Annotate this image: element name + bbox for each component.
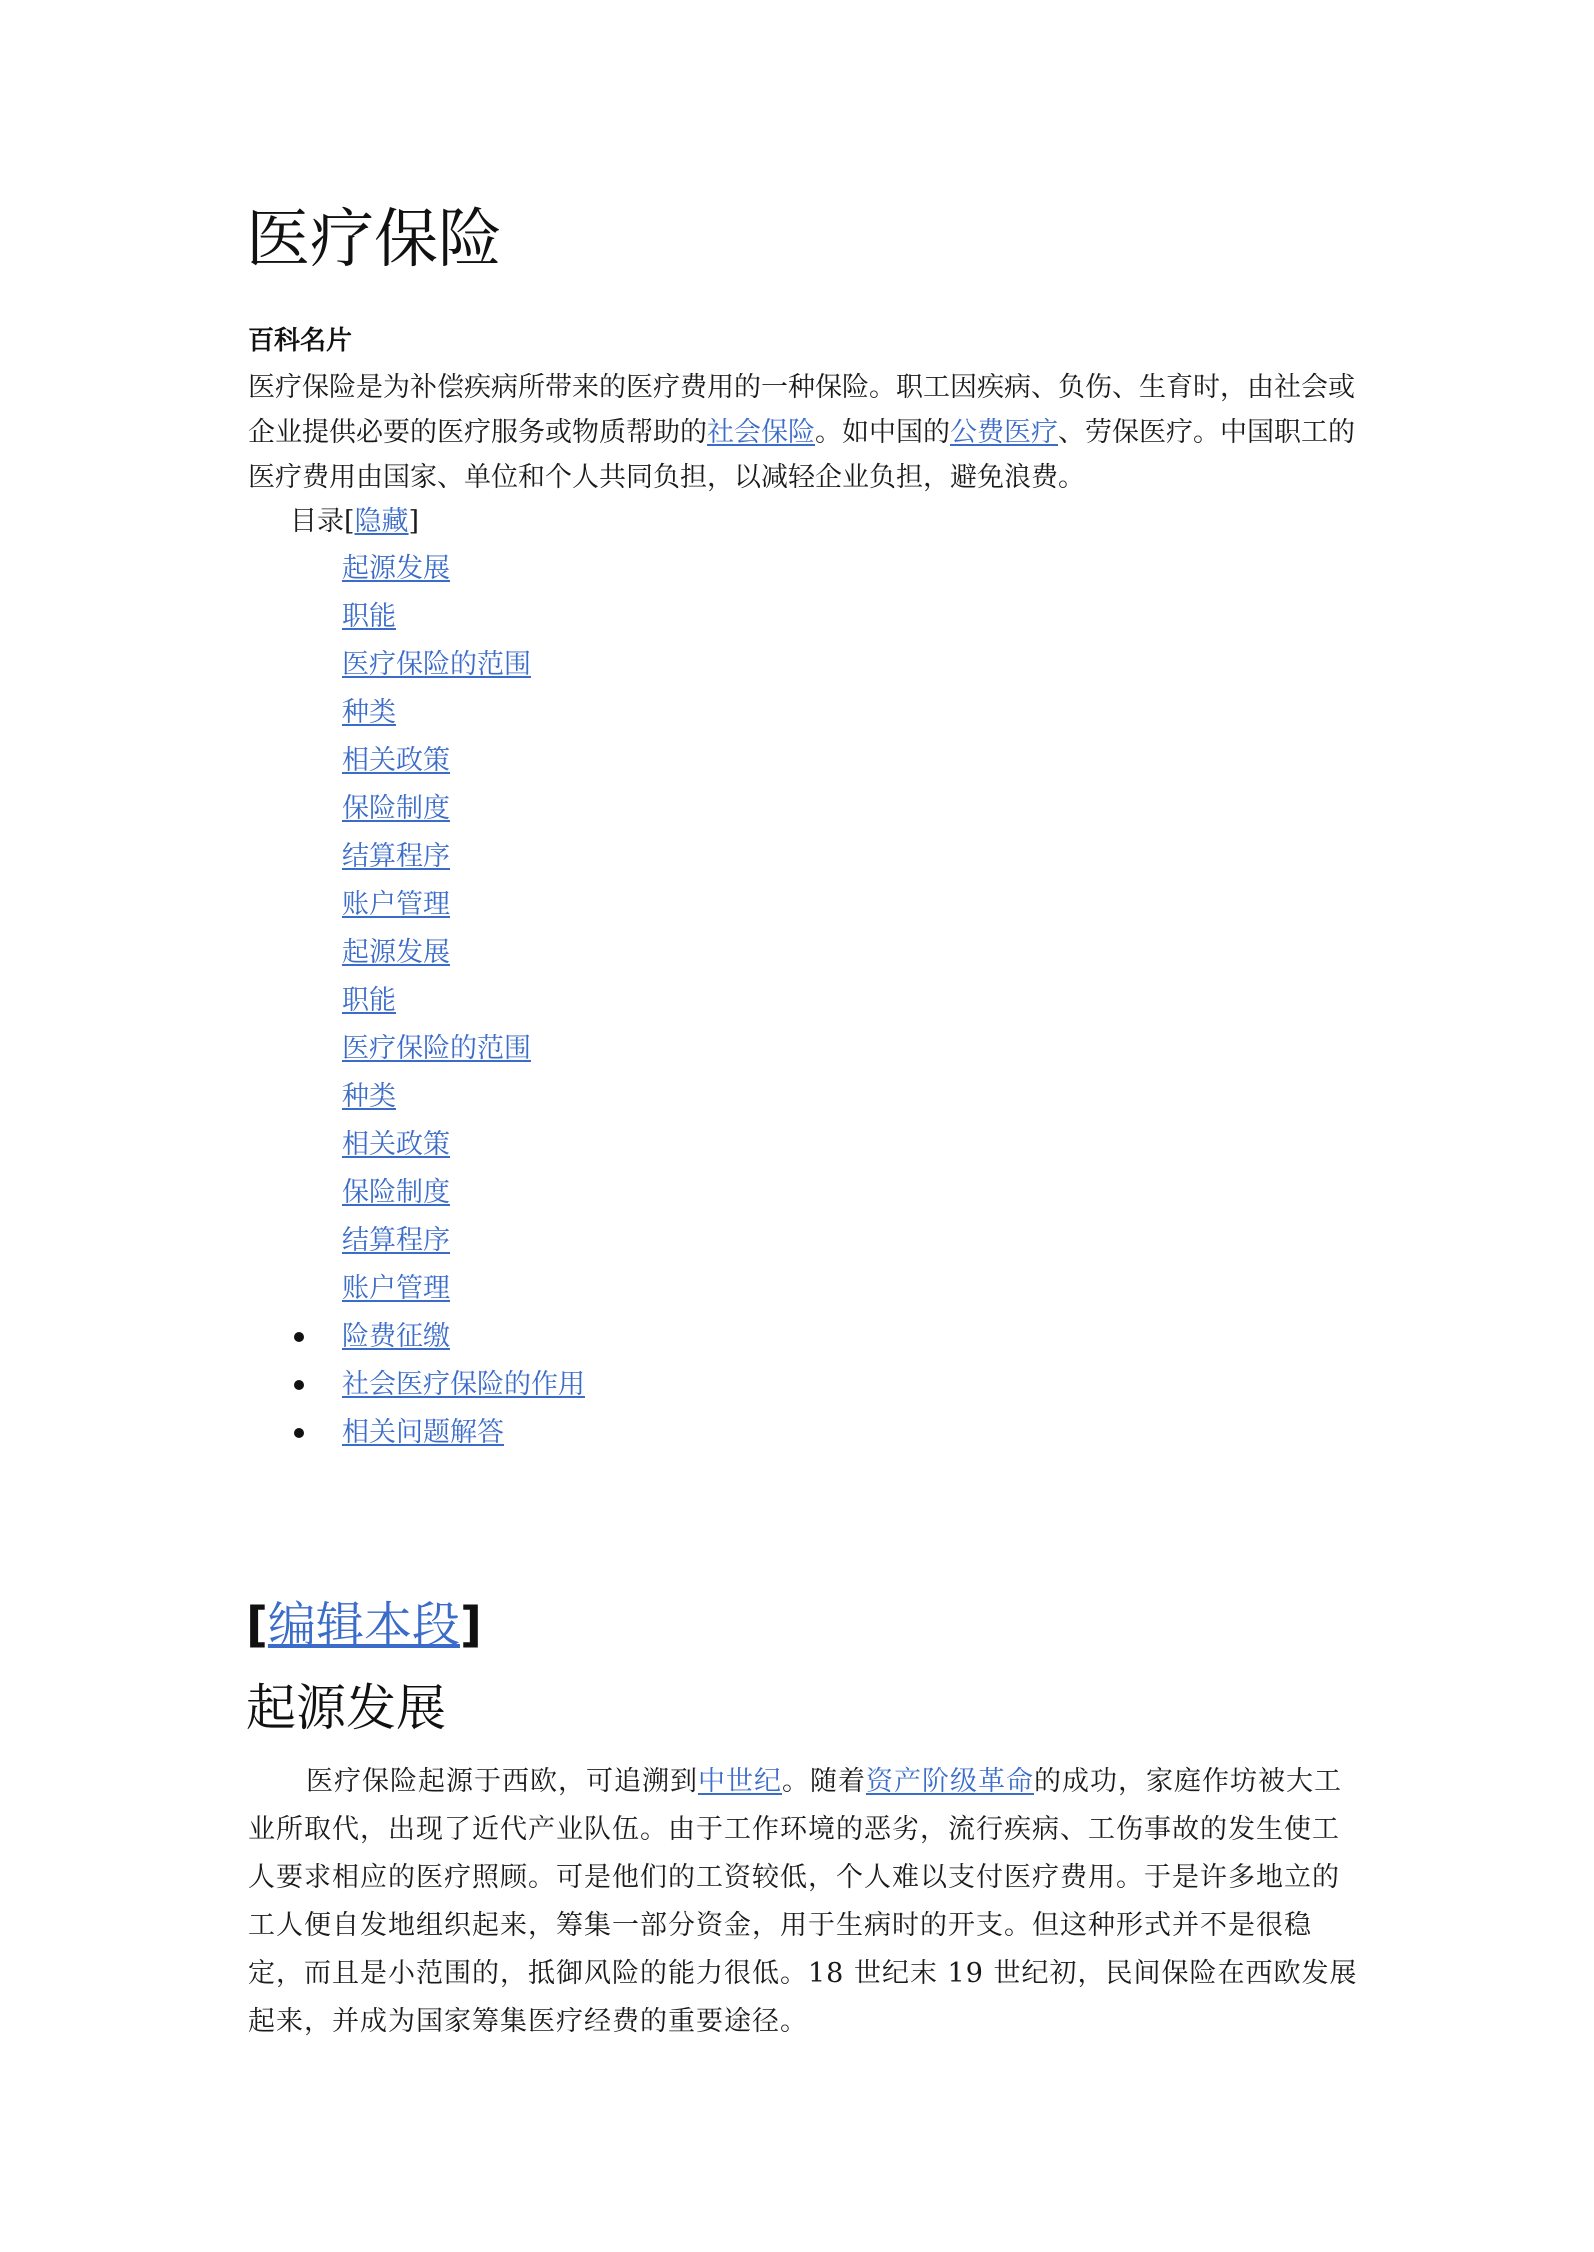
toc-item (342, 929, 531, 977)
toc-link-origin[interactable]: 起源发展 (342, 937, 450, 968)
toc-link-scope[interactable]: 医疗保险的范围 (342, 1033, 531, 1064)
toc-link-accounts[interactable]: 账户管理 (342, 889, 450, 920)
toc-link-policy[interactable]: 相关政策 (342, 1129, 450, 1160)
toc-label: 目录 (290, 506, 344, 537)
toc-link-faq[interactable]: 相关问题解答 (342, 1417, 504, 1448)
toc-bullet-item (290, 1409, 585, 1457)
toc-link-premium[interactable]: 险费征缴 (342, 1321, 450, 1352)
link-public-medical[interactable]: 公费医疗 (950, 417, 1058, 448)
toc-item (342, 593, 531, 641)
bullet-icon (294, 1428, 304, 1438)
para-text-3: 的成功，家庭作坊被大工业所取代，出现了近代产业队伍。由于工作环境的恶劣，流行疾病、工伤事故的发生使工人要求相应的医疗照顾。可是他们的工资较低，个人难以支付医疗费用。于是许多地立的工人便自发地组织起来，筹集一部分资金，用于生病时的开支。但这种形式并不是很稳定，而且是小范围的，抵御风险的能力很低。18 世纪末 19 世纪初，民间保险在西欧发展起来，并成为国家筹集医疗经费的重要途径。 (248, 1766, 1358, 2037)
bullet-icon (294, 1380, 304, 1390)
toc-link-accounts[interactable]: 账户管理 (342, 1273, 450, 1304)
toc-item (342, 785, 531, 833)
section-title: 起源发展 (246, 1679, 446, 1737)
toc-item (342, 1169, 531, 1217)
toc-link-role[interactable]: 社会医疗保险的作用 (342, 1369, 585, 1400)
para-text-2: 。随着 (782, 1766, 866, 1797)
card-label: 百科名片 (248, 326, 353, 356)
toc-bullet-list (290, 1313, 585, 1457)
toc-item (342, 545, 531, 593)
toc-bracket-open: [ (344, 506, 355, 537)
toc-item (342, 1265, 531, 1313)
edit-section-link[interactable]: 编辑本段 (267, 1597, 460, 1653)
toc-link-policy[interactable]: 相关政策 (342, 745, 450, 776)
intro-paragraph (248, 365, 1360, 500)
toc-bullet-item (290, 1313, 585, 1361)
link-social-insurance[interactable]: 社会保险 (707, 417, 815, 448)
para-text-1: 医疗保险起源于西欧，可追溯到 (306, 1766, 698, 1797)
toc-item (342, 1121, 531, 1169)
intro-text-2: 。如中国的 (815, 417, 950, 448)
toc-item (342, 1217, 531, 1265)
section-paragraph (248, 1758, 1360, 2046)
toc-link-types[interactable]: 种类 (342, 1081, 396, 1112)
toc-item (342, 689, 531, 737)
toc-link-functions[interactable]: 职能 (342, 601, 396, 632)
edit-section-header (246, 1590, 482, 1660)
toc-hide-link[interactable]: 隐藏 (354, 506, 409, 537)
toc-list (342, 545, 531, 1313)
toc-item (342, 881, 531, 929)
toc-link-settlement[interactable]: 结算程序 (342, 1225, 450, 1256)
page-title: 医疗保险 (246, 203, 502, 277)
toc-link-scope[interactable]: 医疗保险的范围 (342, 649, 531, 680)
bullet-icon (294, 1332, 304, 1342)
toc-item (342, 833, 531, 881)
toc-item (342, 1073, 531, 1121)
toc-item (342, 977, 531, 1025)
toc-link-system[interactable]: 保险制度 (342, 793, 450, 824)
toc-header (290, 500, 419, 544)
intro-text-3: 、劳保医疗。中国职工的医疗费用由国家、单位和个人共同负担，以减轻企业负担，避免浪费。 (248, 417, 1355, 493)
edit-bracket-open: [ (246, 1597, 268, 1653)
edit-bracket-close: ] (459, 1597, 482, 1653)
intro-text-1: 医疗保险是为补偿疾病所带来的医疗费用的一种保险。职工因疾病、负伤、生育时，由社会或企业提供必要的医疗服务或物质帮助的 (248, 372, 1355, 448)
link-bourgeois-revolution[interactable]: 资产阶级革命 (866, 1766, 1034, 1797)
toc-item (342, 737, 531, 785)
link-middle-ages[interactable]: 中世纪 (698, 1766, 782, 1797)
toc-link-origin[interactable]: 起源发展 (342, 553, 450, 584)
toc-item (342, 1025, 531, 1073)
toc-link-types[interactable]: 种类 (342, 697, 396, 728)
toc-link-functions[interactable]: 职能 (342, 985, 396, 1016)
toc-bullet-item (290, 1361, 585, 1409)
toc-link-system[interactable]: 保险制度 (342, 1177, 450, 1208)
toc-bracket-close: ] (408, 506, 420, 537)
toc-link-settlement[interactable]: 结算程序 (342, 841, 450, 872)
toc-item (342, 641, 531, 689)
